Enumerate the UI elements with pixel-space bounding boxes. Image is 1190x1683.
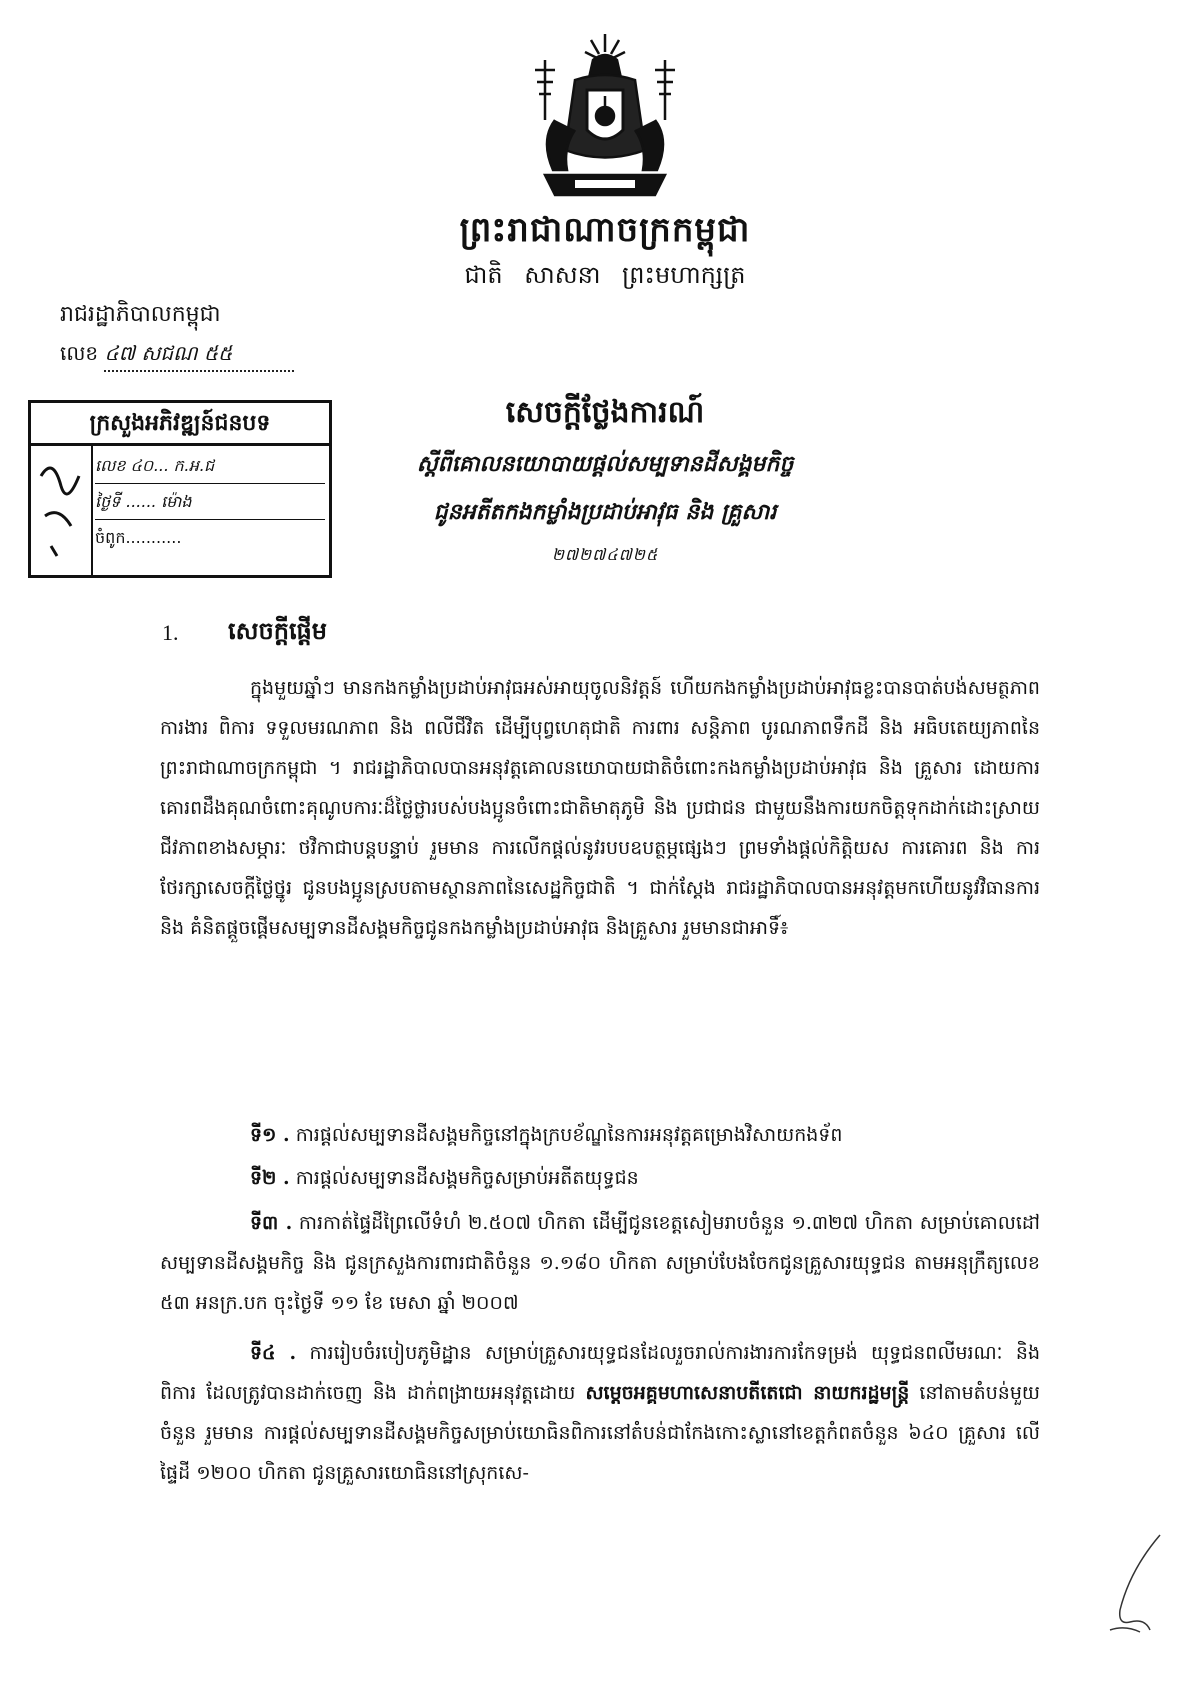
issuing-authority: រាជរដ្ឋាភិបាលកម្ពុជា (60, 302, 221, 327)
royal-coat-of-arms-emblem (505, 30, 705, 210)
document-subtitle-line1: ស្តីពីគោលនយោបាយផ្តល់សម្បទានដីសង្គមកិច្ច (416, 451, 794, 477)
list-item-emphasis: សម្តេចអគ្គមហាសេនាបតីតេជោ នាយករដ្ឋមន្ត្រី (585, 1382, 910, 1404)
list-item (160, 1203, 1040, 1329)
list-item-label: ទី២ . (250, 1167, 290, 1189)
stamp-delivery: ចំពូក........... (95, 528, 182, 547)
document-code: ២៧២៧៤៧២៥ (551, 545, 659, 564)
stamp-handwritten-mark (31, 446, 93, 575)
document-title: សេចក្តីថ្លែងការណ៍ (505, 395, 705, 430)
list-item (160, 1158, 1040, 1198)
list-item-label: ទី៤ . (250, 1342, 297, 1364)
initial-signature (1090, 1530, 1170, 1640)
stamp-received-date: ថ្ងៃទី ...... ម៉ោង (95, 485, 325, 520)
reference-number (60, 340, 294, 372)
introduction-paragraph: ក្នុងមួយឆ្នាំៗ មានកងកម្លាំងប្រដាប់អាវុធអស់អាយុចូលនិវត្តន៍ ហើយកងកម្លាំងប្រដាប់អាវុធខ្លះបានបាត់បង់សមត្ថភាពការងារ ពិការ ទទួលមរណភាព និង ពលីជីវិត ដើម្បីបុព្វហេតុជាតិ ការពារ សន្តិភាព បូរណភាពទឹកដី និង អធិបតេយ្យភាពនៃព្រះរាជាណាចក្រកម្ពុជា ។ រាជរដ្ឋាភិបាលបានអនុវត្តគោលនយោបាយជាតិចំពោះកងកម្លាំងប្រដាប់អាវុធ និង គ្រួសារ ដោយការគោរពដឹងគុណចំពោះគុណូបការៈដ៏ថ្លៃថ្លារបស់បងប្អូនចំពោះជាតិមាតុភូមិ និង ប្រជាជន ជាមួយនឹងការយកចិត្តទុកដាក់ដោះស្រាយជីវភាពខាងសម្ភារៈ ថវិកាជាបន្តបន្ទាប់ រួមមាន ការលើកផ្តល់នូវរបបឧបត្ថម្ភផ្សេងៗ ព្រមទាំងផ្តល់កិត្តិយស ការគោរព និង ការថែរក្សាសេចក្តីថ្លៃថ្នូរ ជូនបងប្អូនស្របតាមស្ថានភាពនៃសេដ្ឋកិច្ចជាតិ ។ ជាក់ស្តែង រាជរដ្ឋាភិបាលបានអនុវត្តមកហើយនូវវិធានការ និង គំនិតផ្តួចផ្តើមសម្បទានដីសង្គមកិច្ចជូនកងកម្លាំងប្រដាប់អាវុធ និងគ្រួសារ រួមមានជាអាទិ៍៖ (160, 677, 1040, 939)
reference-label: លេខ (60, 341, 99, 365)
kingdom-heading: ព្រះរាជាណាចក្រកម្ពុជា (459, 210, 751, 250)
document-subtitle-line2: ជូនអតីតកងកម្លាំងប្រដាប់អាវុធ និង គ្រួសារ (433, 499, 777, 525)
list-item-label: ទី៣ . (250, 1212, 293, 1234)
received-stamp (28, 400, 332, 578)
list-item (160, 1115, 1040, 1155)
list-item (160, 1333, 1040, 1539)
list-item-text: ការរៀបចំរបៀបភូមិដ្ឋាន សម្រាប់គ្រួសារយុទ្ធជនដែលរួចរាល់ការងារការកែទម្រង់ យុទ្ធជនពលីមរណៈ និង ពិការ ដែលត្រូវបានដាក់ចេញ និង ដាក់ពង្រាយអនុវត្តដោយ (160, 1342, 1040, 1404)
list-item-text: ការផ្តល់សម្បទានដីសង្គមកិច្ចនៅក្នុងក្របខ័ណ្ឌនៃការអនុវត្តគម្រោងវិសាយកងទ័ព (295, 1124, 843, 1146)
section-title: សេចក្តីផ្តើម (228, 616, 328, 645)
reference-value: ៤៧ សជណ ៥៥ (104, 340, 294, 372)
list-item-text: ការផ្តល់សម្បទានដីសង្គមកិច្ចសម្រាប់អតីតយុទ្ធជន (295, 1167, 639, 1189)
national-motto: ជាតិ សាសនា ព្រះមហាក្សត្រ (464, 261, 746, 289)
stamp-title: ក្រសួងអភិវឌ្ឍន៍ជនបទ (31, 403, 329, 446)
stamp-received-number: លេខ ៤០... ក.អ.ជ (95, 449, 325, 484)
section-number: 1. (162, 620, 179, 645)
list-item-text-continued: នៅតាមតំបន់មួយចំនួន រួមមាន ការផ្តល់សម្បទានដីសង្គមកិច្ចសម្រាប់យោធិនពិការនៅតំបន់ជាកែងកោះស្លានៅខេត្តកំពតចំនួន ៦៤០ គ្រួសារ លើផ្ទៃដី ១២០០ ហិកតា ជូនគ្រួសារយោធិននៅស្រុកសេ- (160, 1382, 1040, 1484)
list-item-text: ការកាត់ផ្ទៃដីព្រៃលើទំហំ ២.៥០៧ ហិកតា ដើម្បីជូនខេត្តសៀមរាបចំនួន ១.៣២៧ ហិកតា សម្រាប់គោលដៅសម្បទានដីសង្គមកិច្ច និង ជូនក្រសួងការពារជាតិចំនួន ១.១៨០ ហិកតា សម្រាប់បែងចែកជូនគ្រួសារយុទ្ធជន តាមអនុក្រឹត្យលេខ ៥៣ អនក្រ.បក ចុះថ្ងៃទី ១១ ខែ មេសា ឆ្នាំ ២០០៧ (160, 1212, 1040, 1314)
list-item-label: ទី១ . (250, 1124, 290, 1146)
